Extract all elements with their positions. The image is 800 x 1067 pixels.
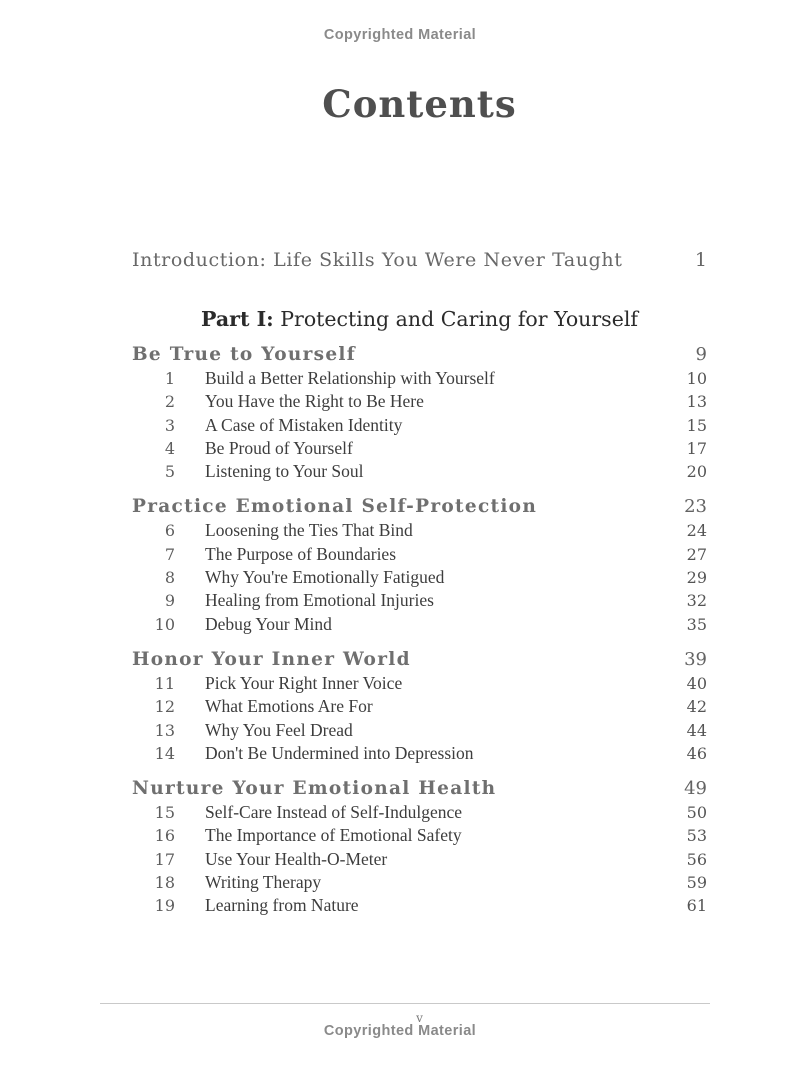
chapter-page-number: 46 [686, 743, 707, 763]
toc-chapter-row [132, 801, 707, 824]
chapter-number: 11 [154, 673, 175, 693]
chapter-page-number: 42 [686, 697, 707, 717]
toc-chapter-row [132, 519, 707, 542]
chapter-title: Be Proud of Yourself [205, 437, 353, 458]
chapter-page-number: 20 [686, 462, 707, 482]
chapter-number: 2 [164, 392, 175, 412]
copyright-watermark-top: Copyrighted Material [323, 27, 477, 43]
toc-chapter-row [132, 695, 707, 718]
chapter-title: Why You're Emotionally Fatigued [205, 567, 445, 588]
chapter-number: 13 [154, 720, 175, 740]
chapter-title: Healing from Emotional Injuries [205, 590, 434, 611]
toc-section-header [132, 342, 707, 367]
chapter-page-number: 53 [686, 826, 707, 846]
chapter-page-number: 61 [686, 896, 707, 916]
chapter-page-number: 27 [686, 544, 707, 564]
page-title: Contents [322, 82, 517, 126]
chapter-page-number: 40 [686, 673, 707, 693]
toc-chapter-row [132, 566, 707, 589]
chapter-number: 16 [154, 826, 175, 846]
section-page-number: 23 [684, 496, 707, 518]
chapter-page-number: 50 [686, 803, 707, 823]
chapter-title: You Have the Right to Be Here [205, 391, 424, 412]
intro-label: Introduction: Life Skills You Were Never Taught [132, 249, 623, 271]
section-page-number: 9 [695, 344, 707, 365]
part-heading-subtitle: Protecting and Caring for Yourself [273, 307, 638, 331]
chapter-number: 17 [154, 849, 175, 869]
chapter-page-number: 17 [686, 438, 707, 458]
toc-chapter-row [132, 613, 707, 636]
chapter-page-number: 59 [686, 873, 707, 893]
toc-chapter-row [132, 460, 707, 483]
chapter-title: Listening to Your Soul [205, 461, 364, 482]
section-title: Be True to Yourself [132, 344, 357, 365]
chapter-number: 8 [164, 568, 175, 588]
part-heading-label: Part I: [201, 307, 274, 331]
chapter-title: The Purpose of Boundaries [205, 543, 397, 564]
toc-chapter-row [132, 742, 707, 765]
toc-chapter-row [132, 871, 707, 894]
toc-chapter-row [132, 390, 707, 413]
chapter-title: Don't Be Undermined into Depression [205, 742, 474, 763]
chapter-title: Use Your Health-O-Meter [205, 848, 388, 869]
chapter-page-number: 29 [686, 568, 707, 588]
intro-page-number: 1 [694, 249, 707, 271]
toc-chapter-row [132, 848, 707, 871]
chapter-title: Writing Therapy [205, 872, 322, 893]
toc-intro-row [132, 249, 707, 271]
chapter-number: 4 [164, 438, 175, 458]
chapter-title: Build a Better Relationship with Yourself [205, 368, 495, 388]
chapter-title: A Case of Mistaken Identity [205, 414, 403, 435]
footer-divider [100, 1003, 710, 1004]
toc-chapter-row [132, 589, 707, 612]
chapter-page-number: 56 [686, 849, 707, 869]
chapter-page-number: 32 [686, 591, 707, 611]
toc-chapter-row [132, 543, 707, 566]
toc-section-header [132, 647, 707, 672]
toc-chapter-row [132, 719, 707, 742]
chapter-title: Loosening the Ties That Bind [205, 520, 413, 541]
chapter-title: Pick Your Right Inner Voice [205, 672, 403, 693]
chapter-number: 18 [154, 873, 175, 893]
chapter-title: The Importance of Emotional Safety [205, 825, 462, 846]
section-title: Honor Your Inner World [132, 648, 411, 670]
copyright-watermark-bottom: Copyrighted Material [323, 1023, 477, 1039]
chapter-number: 9 [164, 591, 175, 611]
toc-section-header [132, 776, 707, 801]
chapter-number: 7 [164, 544, 175, 564]
chapter-number: 12 [154, 697, 175, 717]
section-title: Nurture Your Emotional Health [132, 778, 497, 800]
toc-chapter-row [132, 414, 707, 437]
chapter-title: Self-Care Instead of Self-Indulgence [205, 802, 463, 823]
chapter-title: Debug Your Mind [205, 613, 332, 634]
chapter-title: Why You Feel Dread [205, 719, 353, 740]
toc-chapter-row [132, 824, 707, 847]
section-page-number: 49 [684, 778, 707, 800]
chapter-number: 3 [164, 415, 175, 435]
chapter-page-number: 35 [686, 614, 707, 634]
toc-chapter-row [132, 367, 707, 390]
chapter-number: 14 [154, 743, 175, 763]
chapter-number: 19 [154, 896, 175, 916]
toc-chapter-row [132, 672, 707, 695]
chapter-page-number: 24 [686, 521, 707, 541]
part-heading [132, 307, 707, 331]
toc-list [132, 342, 707, 918]
chapter-number: 5 [164, 462, 175, 482]
section-page-number: 39 [684, 648, 707, 670]
chapter-number: 10 [154, 614, 175, 634]
chapter-page-number: 13 [686, 392, 707, 412]
chapter-number: 15 [154, 803, 175, 823]
chapter-title: What Emotions Are For [205, 696, 373, 717]
chapter-number: 1 [164, 369, 175, 388]
chapter-title: Learning from Nature [205, 895, 359, 916]
chapter-page-number: 15 [686, 415, 707, 435]
section-title: Practice Emotional Self-Protection [132, 496, 538, 518]
chapter-page-number: 10 [686, 369, 707, 388]
folio-page-number: v [416, 1011, 423, 1025]
toc-chapter-row [132, 437, 707, 460]
chapter-page-number: 44 [686, 720, 707, 740]
toc-chapter-row [132, 894, 707, 917]
toc-section-header [132, 494, 707, 519]
chapter-number: 6 [164, 521, 175, 541]
